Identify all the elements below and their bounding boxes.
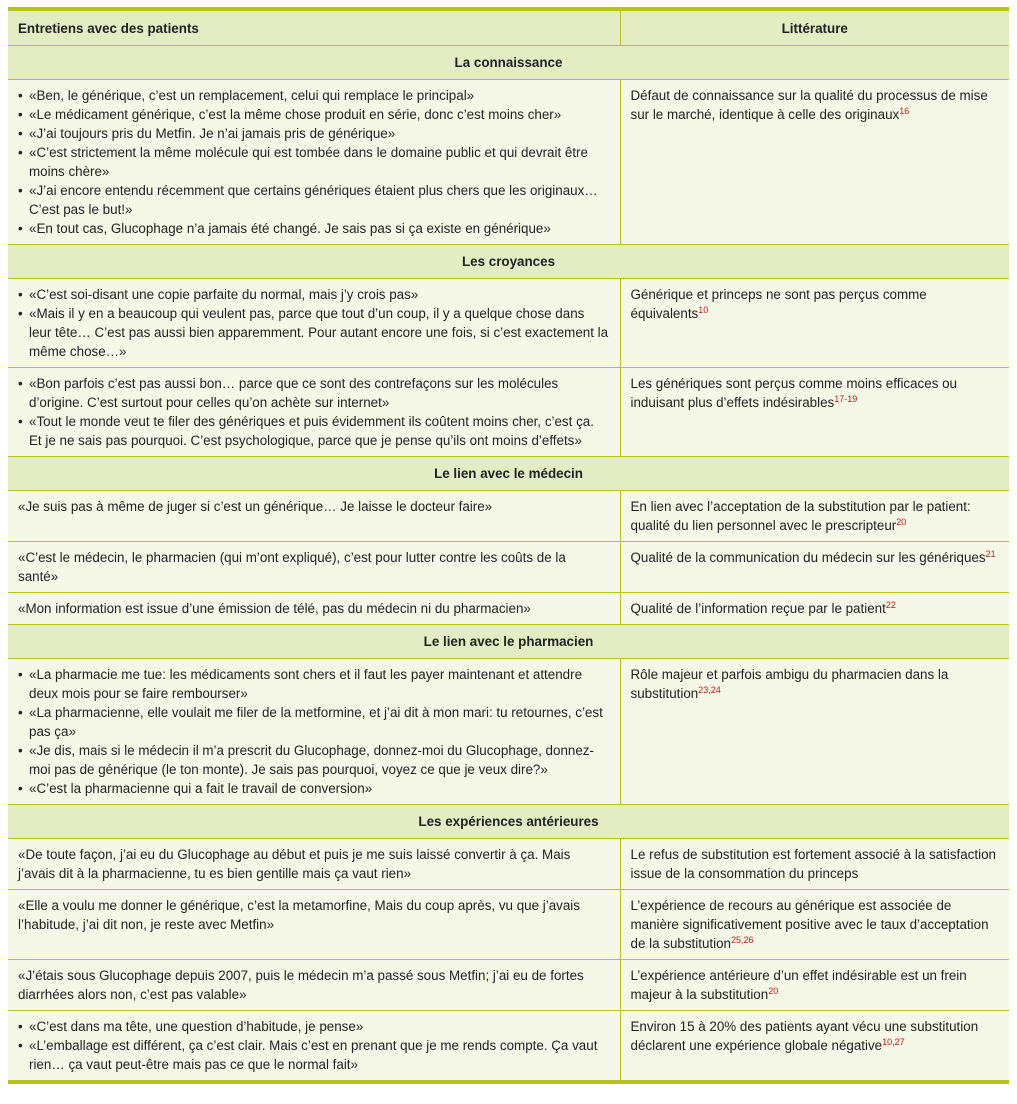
quote-text: «J’ai encore entendu récemment que certains génériques étaient plus chers que les originaux… C’est pas le but!» xyxy=(29,183,598,217)
interview-cell xyxy=(8,279,620,368)
patients-literature-table xyxy=(8,7,1009,1084)
quote-text: «En tout cas, Glucophage n’a jamais été changé. Je sais pas si ça existe en générique» xyxy=(29,221,551,236)
quote-item xyxy=(18,124,610,143)
table-row xyxy=(8,279,1009,368)
quote-list xyxy=(18,285,610,361)
quote-list xyxy=(18,86,610,238)
table-row xyxy=(8,890,1009,960)
quote-text: «C’est strictement la même molécule qui est tombée dans le domaine public et qui devrait être moins chère» xyxy=(29,145,588,179)
quote-list xyxy=(18,1017,610,1074)
quote-item xyxy=(18,219,610,238)
literature-cell xyxy=(620,279,1009,368)
literature-text: En lien avec l’acceptation de la substitution par le patient: qualité du lien personnel avec le prescripteur xyxy=(630,499,971,533)
quote-text: «Ben, le générique, c’est un remplacement, celui qui remplace le principal» xyxy=(29,88,475,103)
quote-text: «L’emballage est différent, ça c’est clair. Mais c’est en prenant que je me rends compte. Ça vaut rien… ça vaut peut-être mais pas ce que le normal fait» xyxy=(29,1038,598,1072)
quote-text: «De toute façon, j’ai eu du Glucophage au début et puis je me suis laissé convertir à ça. Mais j’avais dit à la pharmacienne, tu es bien gentille mais ça vaut rien» xyxy=(18,847,571,881)
bullet-icon: • xyxy=(18,667,23,682)
document-table-wrapper xyxy=(8,7,1009,1084)
quote-text: «J’ai toujours pris du Metfin. Je n’ai jamais pris de générique» xyxy=(29,126,396,141)
bullet-icon: • xyxy=(18,705,23,720)
quote-item xyxy=(18,779,610,798)
bullet-icon: • xyxy=(18,781,23,796)
column-header-literature: Littérature xyxy=(620,9,1009,46)
reference-superscript: 21 xyxy=(985,549,996,559)
interview-cell xyxy=(8,491,620,542)
literature-cell xyxy=(620,890,1009,960)
bullet-icon: • xyxy=(18,1019,23,1034)
literature-cell xyxy=(620,659,1009,805)
literature-cell xyxy=(620,491,1009,542)
table-row xyxy=(8,80,1009,245)
table-body xyxy=(8,46,1009,1083)
reference-superscript: 22 xyxy=(885,600,896,610)
quote-item xyxy=(18,703,610,741)
reference-superscript: 20 xyxy=(896,517,907,527)
literature-cell xyxy=(620,960,1009,1011)
quote-text: «Je dis, mais si le médecin il m’a prescrit du Glucophage, donnez-moi du Glucophage, donnez-moi pas de générique (le ton monte). Je sais pas pourquoi, voyez ce que je veux dire?» xyxy=(29,743,594,777)
bullet-icon: • xyxy=(18,183,23,198)
interview-cell xyxy=(8,368,620,457)
literature-cell xyxy=(620,368,1009,457)
reference-superscript: 25,26 xyxy=(731,935,754,945)
section-row xyxy=(8,457,1009,491)
interview-cell xyxy=(8,542,620,593)
section-row xyxy=(8,46,1009,80)
bullet-icon: • xyxy=(18,126,23,141)
bullet-icon: • xyxy=(18,287,23,302)
quote-text: «Elle a voulu me donner le générique, c’est la metamorfine, Mais du coup après, vu que j’avais l’habitude, j’ai dit non, je reste avec Metfin» xyxy=(18,898,580,932)
quote-text: «Mais il y en a beaucoup qui veulent pas, parce que tout d’un coup, il y a quelque chose dans leur tête… C’est pas aussi bien apparemment. Pour autant encore une fois, si c’est exactement la même chose…» xyxy=(29,306,609,359)
section-row xyxy=(8,805,1009,839)
quote-item xyxy=(18,143,610,181)
quote-text: «La pharmacienne, elle voulait me filer de la metformine, et j’ai dit à mon mari: tu retournes, c’est pas ça» xyxy=(29,705,603,739)
literature-text: Le refus de substitution est fortement associé à la satisfaction issue de la consommation du princeps xyxy=(630,847,996,881)
literature-text: L’expérience de recours au générique est associée de manière significativement positive avec le taux d’acceptation de la substitution xyxy=(630,898,989,951)
quote-text: «La pharmacie me tue: les médicaments sont chers et il faut les payer maintenant et attendre deux mois pour se faire rembourser» xyxy=(29,667,583,701)
interview-cell xyxy=(8,659,620,805)
table-row xyxy=(8,659,1009,805)
literature-text: Qualité de la communication du médecin sur les génériques xyxy=(630,550,986,565)
reference-superscript: 10 xyxy=(698,305,709,315)
reference-superscript: 23,24 xyxy=(698,685,721,695)
quote-text: «Mon information est issue d’une émission de télé, pas du médecin ni du pharmacien» xyxy=(18,601,531,616)
table-row xyxy=(8,542,1009,593)
table-row xyxy=(8,593,1009,625)
quote-item xyxy=(18,86,610,105)
quote-item xyxy=(18,741,610,779)
section-title: Les expériences antérieures xyxy=(8,805,1009,839)
quote-item xyxy=(18,1017,610,1036)
table-row xyxy=(8,960,1009,1011)
bullet-icon: • xyxy=(18,1038,23,1053)
table-header-row xyxy=(8,9,1009,46)
literature-text: L’expérience antérieure d’un effet indésirable est un frein majeur à la substitution xyxy=(630,968,967,1002)
table-row xyxy=(8,1011,1009,1083)
literature-cell xyxy=(620,542,1009,593)
section-title: La connaissance xyxy=(8,46,1009,80)
quote-item xyxy=(18,285,610,304)
bullet-icon: • xyxy=(18,88,23,103)
literature-cell xyxy=(620,593,1009,625)
interview-cell xyxy=(8,960,620,1011)
quote-list xyxy=(18,374,610,450)
section-row xyxy=(8,625,1009,659)
interview-cell xyxy=(8,890,620,960)
literature-text: Environ 15 à 20% des patients ayant vécu une substitution déclarent une expérience globale négative xyxy=(630,1019,979,1053)
section-title: Les croyances xyxy=(8,245,1009,279)
quote-item xyxy=(18,374,610,412)
interview-cell xyxy=(8,80,620,245)
bullet-icon: • xyxy=(18,376,23,391)
interview-cell xyxy=(8,839,620,890)
quote-item xyxy=(18,412,610,450)
bullet-icon: • xyxy=(18,414,23,429)
quote-text: «Bon parfois c’est pas aussi bon… parce que ce sont des contrefaçons sur les molécules d’origine. C’est surtout pour celles qu’on achète sur internet» xyxy=(29,376,559,410)
quote-text: «C’est le médecin, le pharmacien (qui m’ont expliqué), c’est pour lutter contre les coûts de la santé» xyxy=(18,550,566,584)
table-row xyxy=(8,368,1009,457)
bullet-icon: • xyxy=(18,221,23,236)
interview-cell xyxy=(8,593,620,625)
bullet-icon: • xyxy=(18,107,23,122)
quote-item xyxy=(18,1036,610,1074)
column-header-interviews: Entretiens avec des patients xyxy=(8,9,620,46)
table-row xyxy=(8,491,1009,542)
literature-text: Défaut de connaissance sur la qualité du processus de mise sur le marché, identique à celle des originaux xyxy=(630,88,988,122)
section-title: Le lien avec le médecin xyxy=(8,457,1009,491)
literature-text: Les génériques sont perçus comme moins efficaces ou induisant plus d’effets indésirables xyxy=(630,376,958,410)
reference-superscript: 17-19 xyxy=(834,394,858,404)
section-title: Le lien avec le pharmacien xyxy=(8,625,1009,659)
bullet-icon: • xyxy=(18,743,23,758)
quote-text: «Tout le monde veut te filer des génériques et puis évidemment ils coûtent moins cher, c’est ça. Et je ne sais pas pourquoi. C’est psychologique, parce que je pense qu’ils ont moins d’effets» xyxy=(29,414,594,448)
reference-superscript: 16 xyxy=(899,106,910,116)
reference-superscript: 10,27 xyxy=(882,1037,905,1047)
literature-cell xyxy=(620,1011,1009,1083)
quote-item xyxy=(18,304,610,361)
quote-text: «J’étais sous Glucophage depuis 2007, puis le médecin m’a passé sous Metfin; j’ai eu de fortes diarrhées alors non, c’est pas valable» xyxy=(18,968,584,1002)
section-row xyxy=(8,245,1009,279)
quote-text: «C’est la pharmacienne qui a fait le travail de conversion» xyxy=(29,781,373,796)
table-row xyxy=(8,839,1009,890)
quote-list xyxy=(18,665,610,798)
bullet-icon: • xyxy=(18,306,23,321)
quote-item xyxy=(18,181,610,219)
bullet-icon: • xyxy=(18,145,23,160)
quote-item xyxy=(18,105,610,124)
literature-cell xyxy=(620,839,1009,890)
reference-superscript: 20 xyxy=(768,986,779,996)
literature-cell xyxy=(620,80,1009,245)
quote-text: «C’est soi-disant une copie parfaite du normal, mais j’y crois pas» xyxy=(29,287,419,302)
literature-text: Générique et princeps ne sont pas perçus comme équivalents xyxy=(630,287,927,321)
quote-text: «Je suis pas à même de juger si c’est un générique… Je laisse le docteur faire» xyxy=(18,499,493,514)
literature-text: Rôle majeur et parfois ambigu du pharmacien dans la substitution xyxy=(630,667,949,701)
literature-text: Qualité de l’information reçue par le patient xyxy=(630,601,886,616)
quote-item xyxy=(18,665,610,703)
quote-text: «C’est dans ma tête, une question d’habitude, je pense» xyxy=(29,1019,364,1034)
quote-text: «Le médicament générique, c’est la même chose produit en série, donc c’est moins cher» xyxy=(29,107,562,122)
interview-cell xyxy=(8,1011,620,1083)
